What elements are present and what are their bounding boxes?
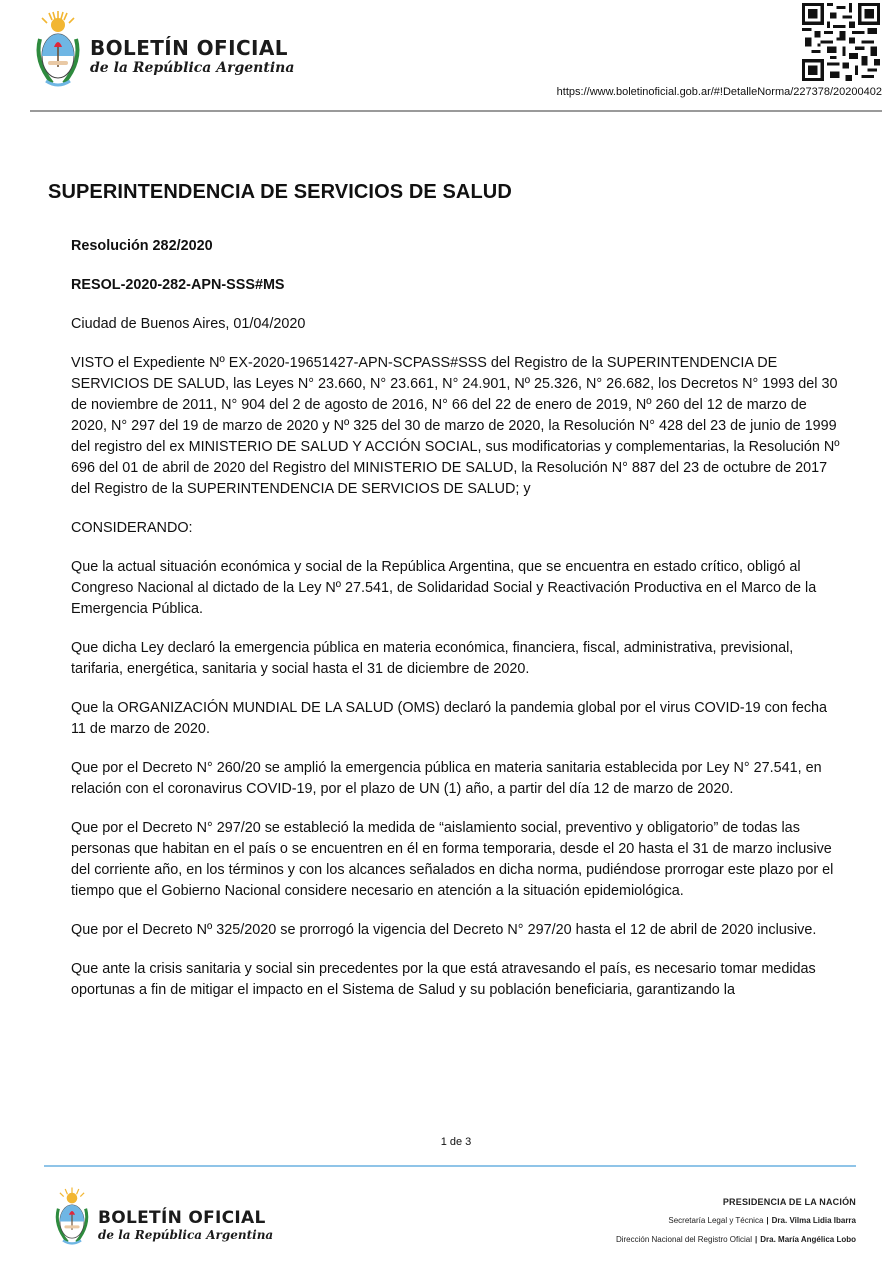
direccion-name: Dra. María Angélica Lobo	[760, 1235, 856, 1244]
direccion-line	[616, 1235, 856, 1244]
footer-brand-subtitle: de la República Argentina	[98, 1228, 274, 1242]
header-divider	[30, 110, 882, 112]
paragraph: Que por el Decreto Nº 325/2020 se prorrogó la vigencia del Decreto N° 297/20 hasta el 12 de abril de 2020 inclusive.	[71, 922, 817, 938]
presidencia-label: PRESIDENCIA DE LA NACIÓN	[722, 1197, 856, 1207]
secretaria-name: Dra. Vilma Lidia Ibarra	[771, 1216, 856, 1225]
qr-code-icon	[802, 3, 880, 81]
document-body	[71, 236, 843, 1019]
paragraph: Que por el Decreto N° 260/20 se amplió la emergencia pública en materia sanitaria establecida por Ley N° 27.541, en relación con el coronavirus COVID-19, por el plazo de UN (1) año, a partir del día 12 de marzo de 2020.	[71, 760, 822, 797]
resolution-number: Resolución 282/2020	[71, 238, 213, 254]
coat-of-arms-icon	[30, 9, 86, 91]
footer-brand-title: BOLETÍN OFICIAL	[98, 1208, 266, 1228]
brand-subtitle: de la República Argentina	[90, 60, 295, 76]
paragraph: Que la ORGANIZACIÓN MUNDIAL DE LA SALUD (OMS) declaró la pandemia global por el virus COVID-19 con fecha 11 de marzo de 2020.	[71, 700, 828, 737]
brand-title: BOLETÍN OFICIAL	[90, 36, 288, 60]
place-date: Ciudad de Buenos Aires, 01/04/2020	[71, 316, 306, 332]
separator: |	[766, 1216, 769, 1225]
paragraph: Que por el Decreto N° 297/20 se estableció la medida de “aislamiento social, preventivo y obligatorio” de todas las personas que habitan en el país o se encuentren en él en forma temporaria, desde el 20 hasta el 31 de marzo inclusive del corriente año, en los términos y con los alcances señalados en dicha norma, pudiéndose prorrogar este plazo por el tiempo que el Gobierno Nacional considere necesario en atención a la situación epidemiológica.	[71, 820, 834, 899]
separator: |	[755, 1235, 758, 1244]
organization-heading: SUPERINTENDENCIA DE SERVICIOS DE SALUD	[48, 181, 512, 203]
document-url[interactable]: https://www.boletinoficial.gob.ar/#!DetalleNorma/227378/20200402	[556, 86, 882, 98]
secretaria-label: Secretaría Legal y Técnica	[668, 1216, 764, 1225]
paragraph: Que dicha Ley declaró la emergencia pública en materia económica, financiera, fiscal, administrativa, previsional, tarifaria, energética, sanitaria y social hasta el 31 de diciembre de 2020.	[71, 640, 794, 677]
paragraph: Que ante la crisis sanitaria y social sin precedentes por la que está atravesando el país, es necesario tomar medidas oportunas a fin de mitigar el impacto en el Sistema de Salud y su población beneficiaria, garantizando la	[71, 961, 816, 998]
footer-divider	[44, 1165, 856, 1167]
resolution-reference: RESOL-2020-282-APN-SSS#MS	[71, 277, 285, 293]
paragraph: Que la actual situación económica y social de la República Argentina, que se encuentra en estado crítico, obligó al Congreso Nacional al dictado de la Ley Nº 27.541, de Solidaridad Social y Reactivación Productiva en el Marco de la Emergencia Pública.	[71, 559, 817, 617]
coat-of-arms-icon	[50, 1186, 94, 1248]
secretaria-line	[668, 1216, 856, 1225]
considerando-heading: CONSIDERANDO:	[71, 520, 193, 536]
page-number: 1 de 3	[440, 1136, 472, 1148]
direccion-label: Dirección Nacional del Registro Oficial	[615, 1235, 753, 1244]
visto-paragraph: VISTO el Expediente Nº EX-2020-19651427-APN-SCPASS#SSS del Registro de la SUPERINTENDENCIA DE SERVICIOS DE SALUD, las Leyes N° 23.660, N° 23.661, N° 24.901, Nº 25.326, N° 26.682, los Decretos N° 1993 del 30 de noviembre de 2011, N° 904 del 2 de agosto de 2016, N° 66 del 22 de enero de 2019, Nº 260 del 12 de marzo de 2020, N° 297 del 19 de marzo de 2020 y Nº 325 del 30 de marzo de 2020, la Resolución N° 428 del 23 de junio de 1999 del registro del ex MINISTERIO DE SALUD Y ACCIÓN SOCIAL, sus modificatorias y complementarias, la Resolución Nº 696 del 01 de abril de 2020 del Registro del MINISTERIO DE SALUD, la Resolución N° 887 del 23 de octubre de 2017 del Registro de la SUPERINTENDENCIA DE SERVICIOS DE SALUD; y	[71, 355, 840, 497]
